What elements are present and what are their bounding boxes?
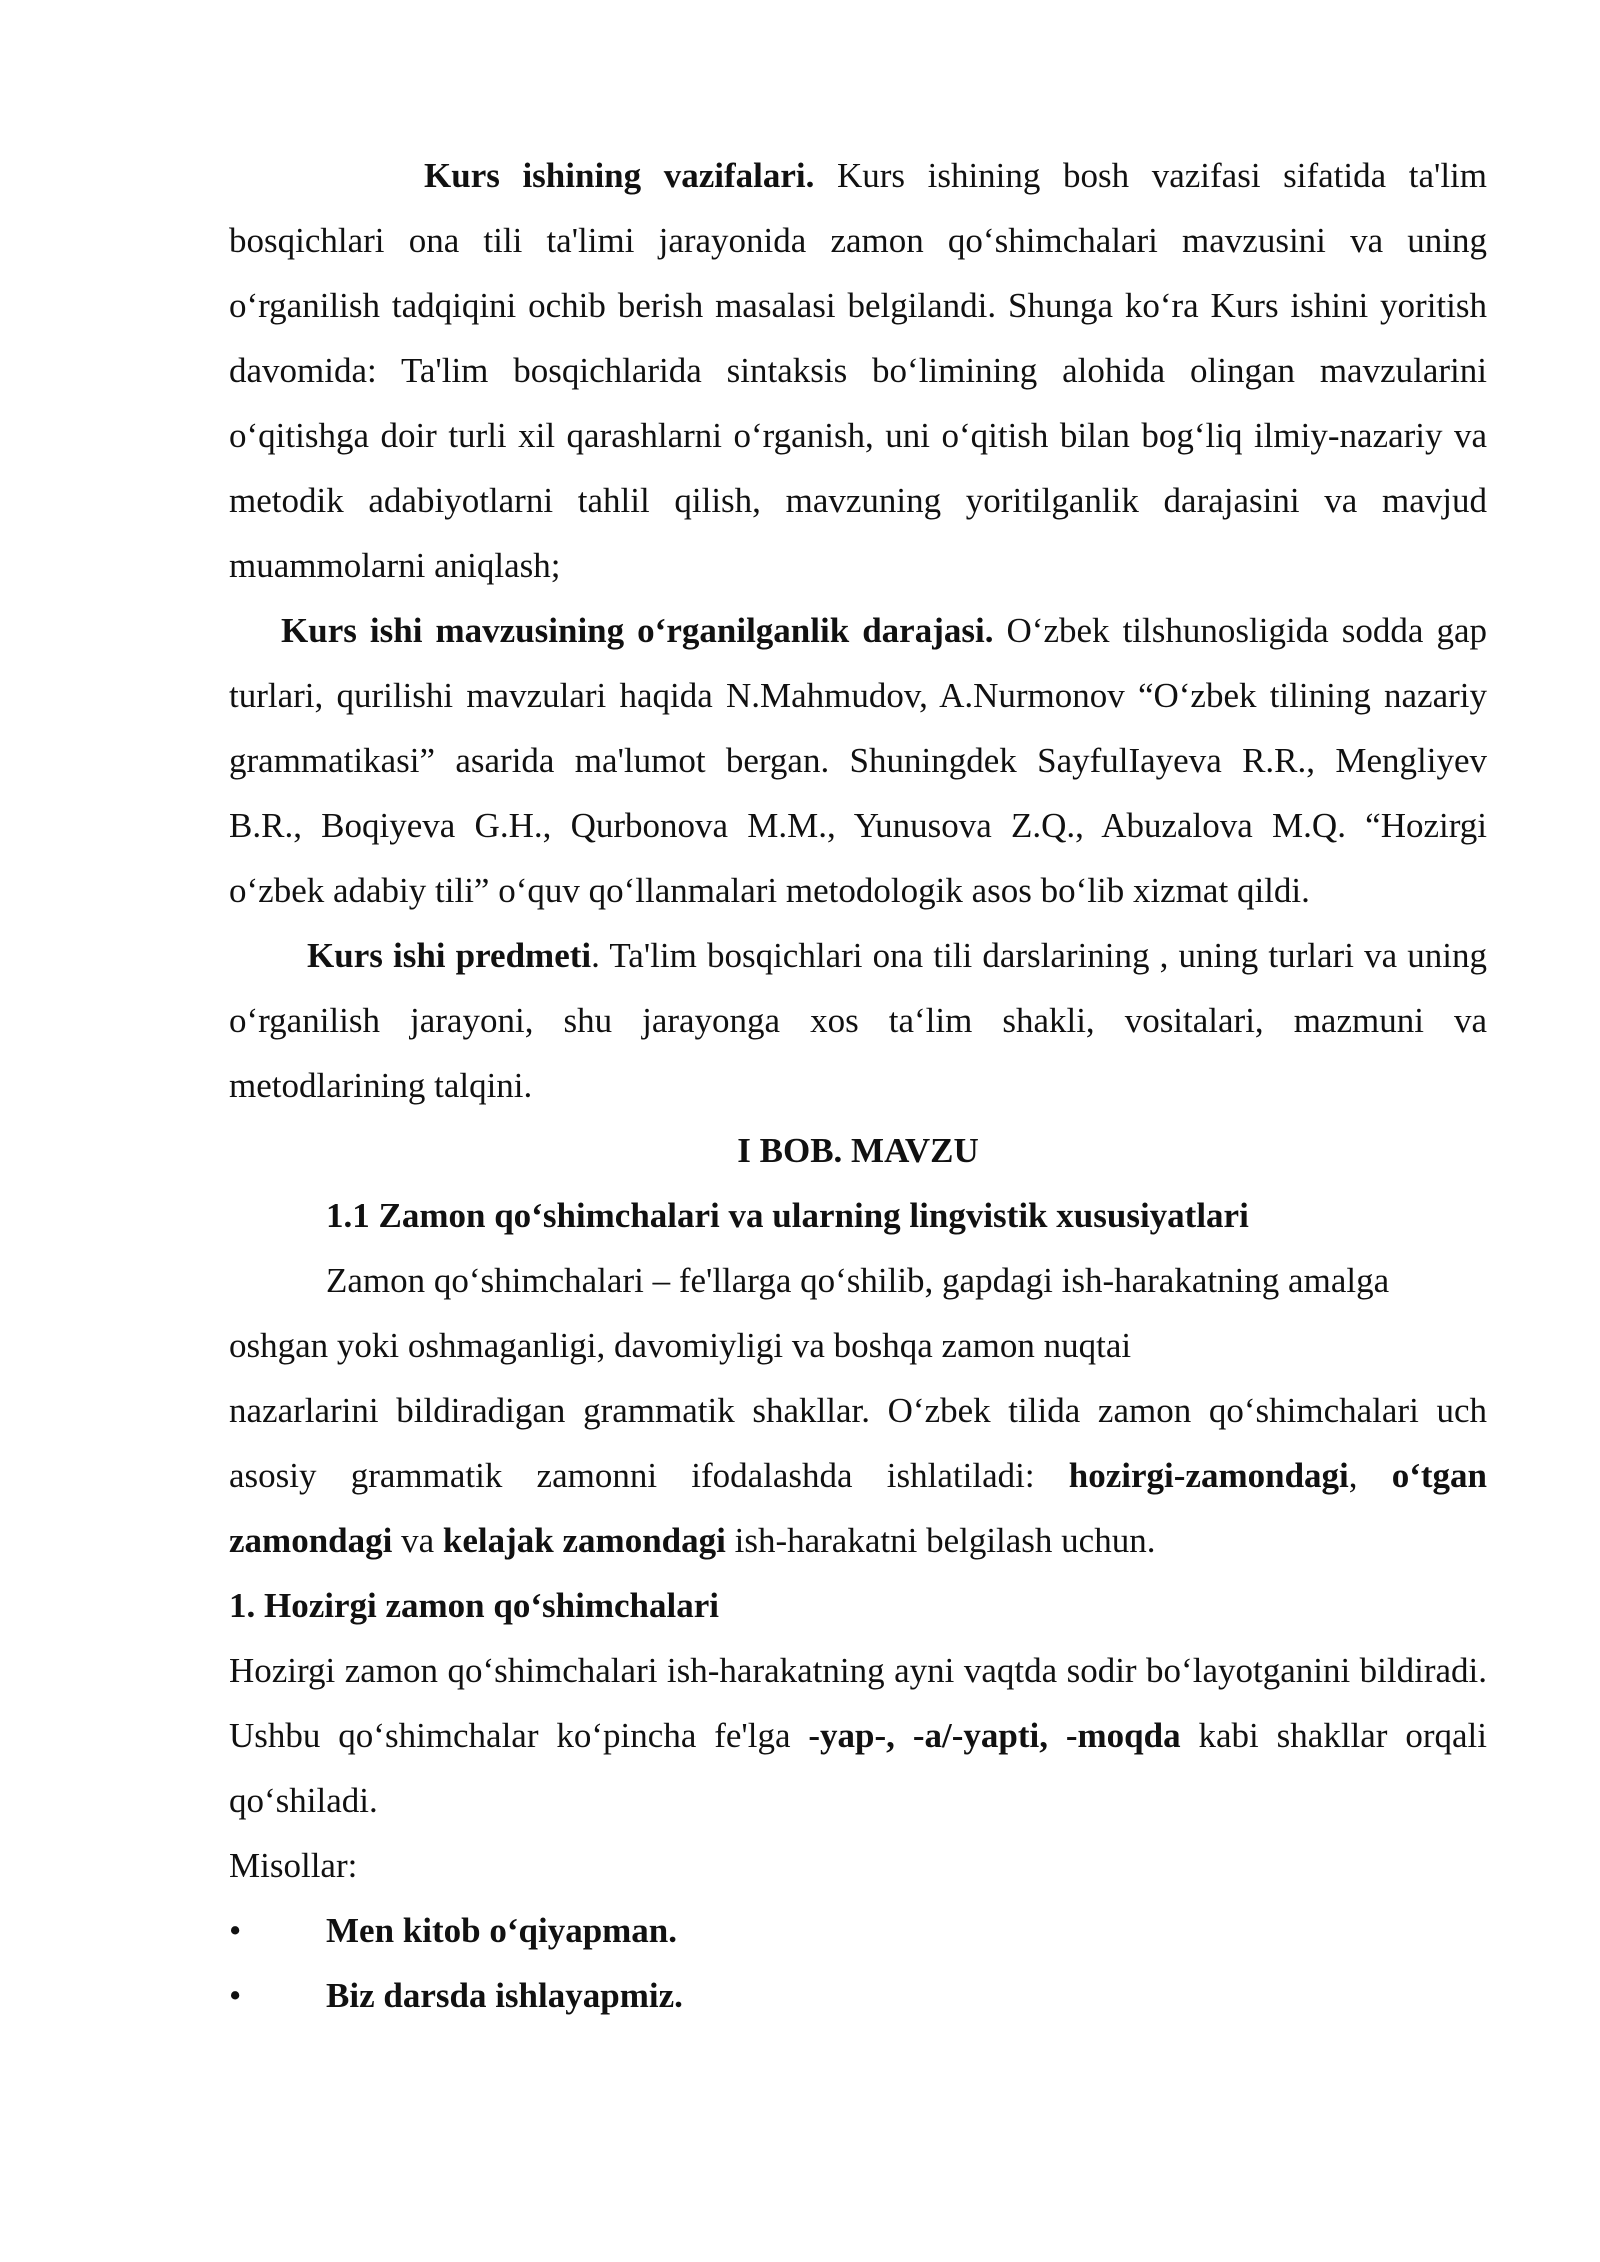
subject-text: . Ta'lim bosqichlari ona tili darslarining , uning turlari va uning o‘rganilish jarayoni, shu jarayonga xos ta‘lim shakli, vositalari, mazmuni va metodlarining talqini. xyxy=(229,936,1487,1105)
definition-sep-1: , xyxy=(1348,1456,1392,1495)
definition-text-2: ish-harakatni belgilash uchun. xyxy=(725,1521,1156,1560)
example-text: Men kitob o‘qiyapman. xyxy=(326,1911,678,1950)
subject-heading: Kurs ishi predmeti xyxy=(307,936,592,975)
examples-list xyxy=(229,1898,1487,2028)
bullet-icon: • xyxy=(229,1976,242,2015)
paragraph-tasks xyxy=(229,143,1487,598)
paragraph-present-suffixes xyxy=(229,1638,1487,1833)
bullet-icon: • xyxy=(229,1911,242,1950)
study-level-heading: Kurs ishi mavzusining o‘rganilganlik darajasi. xyxy=(281,611,994,650)
present-text-1: Hozirgi zamon qo‘shimchalari ish-harakatning ayni vaqtda sodir bo‘layotganini bildiradi. Ushbu qo‘shimchalar ko‘pincha fe'lga xyxy=(229,1651,1487,1755)
paragraph-study-level xyxy=(229,598,1487,923)
tasks-text: Kurs ishining bosh vazifasi sifatida ta'lim bosqichlari ona tili ta'limi jarayonida zamon qo‘shimchalari mavzusini va uning o‘rganilish tadqiqini ochib berish masalasi belgilandi. Shunga ko‘ra Kurs ishini yoritish davomida: Ta'lim bosqichlarida sintaksis bo‘limining alohida olingan mavzularini o‘qitishga doir turli xil qarashlarni o‘rganish, uni o‘qitish bilan bog‘liq ilmiy-nazariy va metodik adabiyotlarni tahlil qilish, mavzuning yoritilganlik darajasini va mavjud muammolarni aniqlash; xyxy=(229,156,1487,585)
definition-text-1: nazarlarini bildiradigan grammatik shakllar. O‘zbek tilida zamon qo‘shimchalari uch asosiy grammatik zamonni ifodalashda ishlatiladi: xyxy=(229,1391,1487,1495)
list-item xyxy=(229,1963,1487,2028)
suffix-forms: -yap-, -a/-yapti, -moqda xyxy=(808,1716,1181,1755)
chapter-title: I BOB. MAVZU xyxy=(737,1131,979,1170)
term-past: o‘tgan zamondagi xyxy=(229,1456,1488,1560)
examples-label: Misollar: xyxy=(229,1846,358,1885)
term-present: hozirgi-zamondagi xyxy=(1068,1456,1349,1495)
document-body xyxy=(229,143,1487,2028)
paragraph-definition xyxy=(229,1378,1487,1573)
section-title: 1.1 Zamon qo‘shimchalari va ularning lingvistik xususiyatlari xyxy=(326,1196,1249,1235)
definition-first-line: Zamon qo‘shimchalari – fe'llarga qo‘shilib, gapdagi ish-harakatning amalga oshgan yoki oshmaganligi, davomiyligi va boshqa zamon nuqtai xyxy=(229,1261,1390,1365)
present-text-2: kabi shakllar orqali qo‘shiladi. xyxy=(229,1716,1487,1820)
term-future: kelajak zamondagi xyxy=(442,1521,726,1560)
example-text: Biz darsda ishlayapmiz. xyxy=(326,1976,683,2015)
paragraph-subject xyxy=(229,923,1487,1118)
sub-heading-present: 1. Hozirgi zamon qo‘shimchalari xyxy=(229,1586,719,1625)
list-item xyxy=(229,1898,1487,1963)
tasks-heading: Kurs ishining vazifalari. xyxy=(424,156,815,195)
definition-sep-2: va xyxy=(392,1521,443,1560)
study-level-text: O‘zbek tilshunosligida sodda gap turlari, qurilishi mavzulari haqida N.Mahmudov, A.Nurmonov “O‘zbek tilining nazariy grammatikasi” asarida ma'lumot bergan. Shuningdek SayfulIayeva R.R., Mengliyev B.R., Boqiyeva G.H., Qurbonova M.M., Yunusova Z.Q., Abuzalova M.Q. “Hozirgi o‘zbek adabiy tili” o‘quv qo‘llanmalari metodologik asos bo‘lib xizmat qildi. xyxy=(229,611,1487,910)
